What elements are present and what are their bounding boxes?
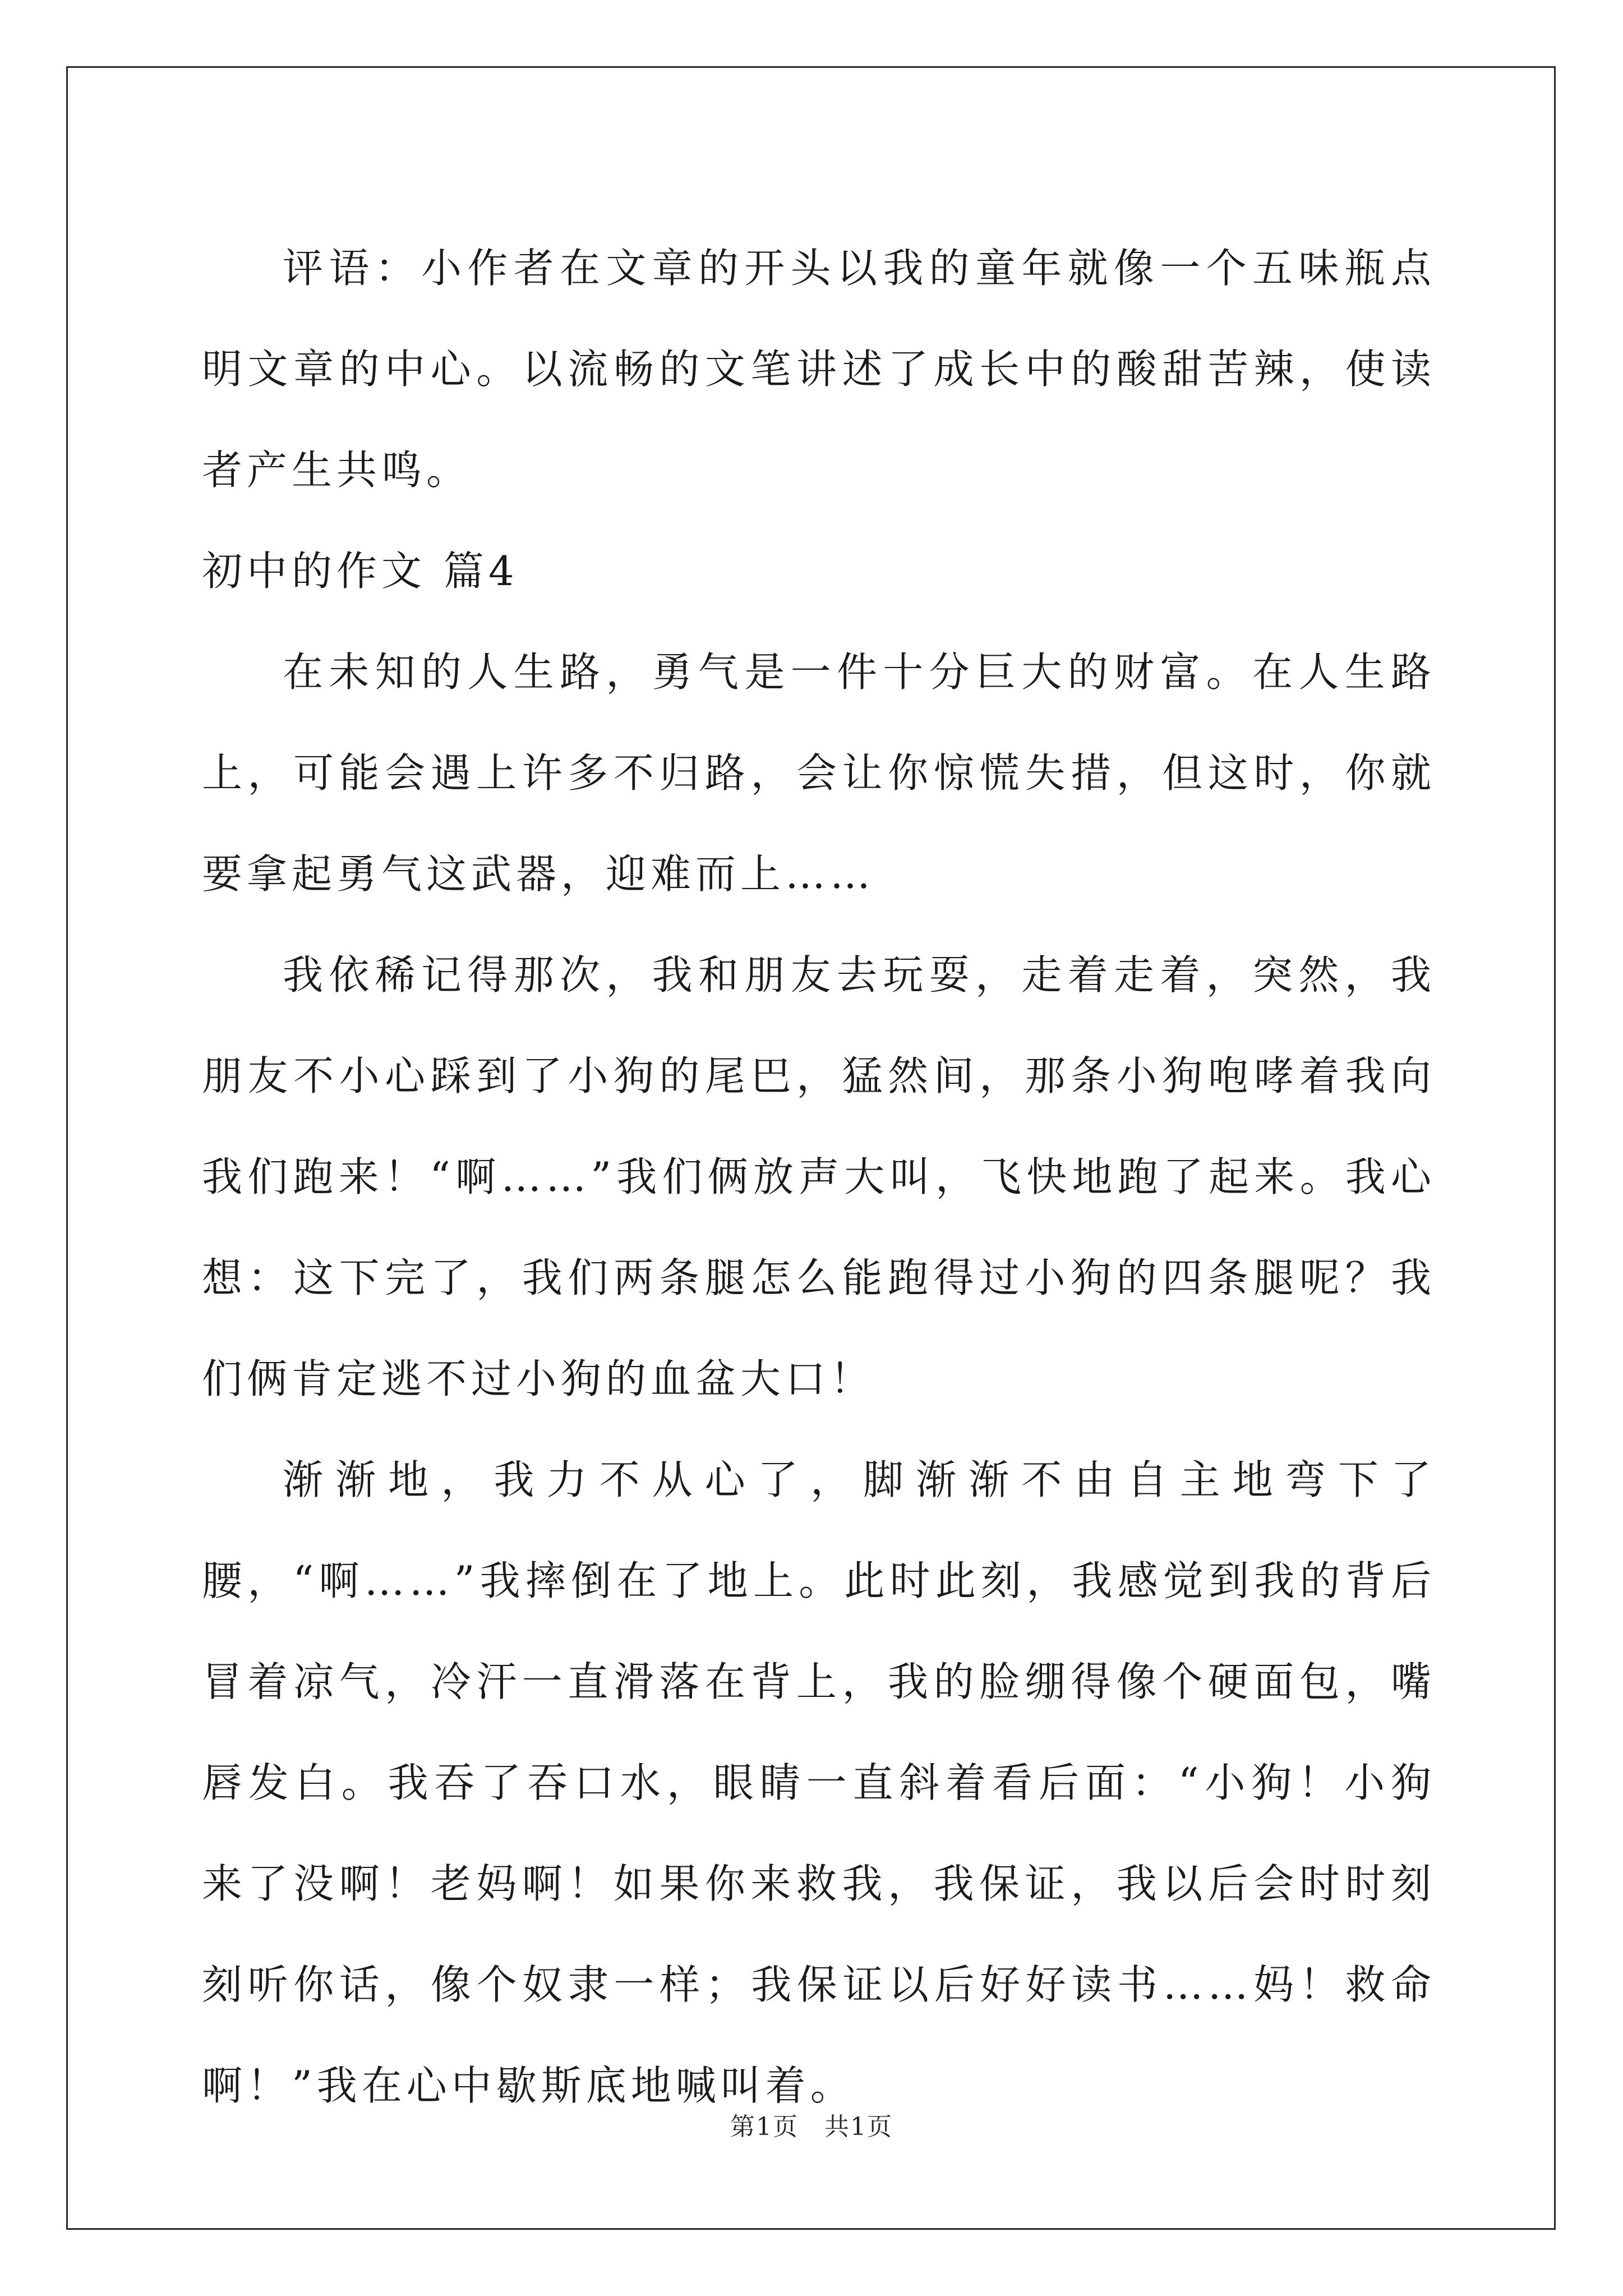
page-number-footer: 第1页 共1页 <box>730 2113 893 2141</box>
section-heading: 初中的作文 篇4 <box>202 547 519 595</box>
paragraph-dog-chase: 我依稀记得那次，我和朋友去玩耍，走着走着，突然，我朋友不小心踩到了小狗的尾巴，猛然间，那条小狗咆哮着我向我们跑来！“啊……”我们俩放声大叫，飞快地跑了起来。我心想：这下完了，我们两条腿怎么能跑得过小狗的四条腿呢？我们俩肯定逃不过小狗的血盆大口！ <box>202 951 1436 1402</box>
document-body <box>202 218 1436 2136</box>
paragraph-comment: 评语：小作者在文章的开头以我的童年就像一个五味瓶点明文章的中心。以流畅的文笔讲述了成长中的酸甜苦辣，使读者产生共鸣。 <box>202 245 1436 494</box>
paragraph-fall: 渐渐地，我力不从心了，脚渐渐不由自主地弯下了腰，“啊……”我摔倒在了地上。此时此刻，我感觉到我的背后冒着凉气，冷汗一直滑落在背上，我的脸绷得像个硬面包，嘴唇发白。我吞了吞口水，眼睛一直斜着看后面：“小狗！小狗来了没啊！老妈啊！如果你来救我，我保证，我以后会时时刻刻听你话，像个奴隶一样；我保证以后好好读书……妈！救命啊！”我在心中歇斯底地喊叫着。 <box>202 1456 1436 2109</box>
paragraph-courage-intro: 在未知的人生路，勇气是一件十分巨大的财富。在人生路上，可能会遇上许多不归路，会让你惊慌失措，但这时，你就要拿起勇气这武器，迎难而上…… <box>202 648 1436 898</box>
